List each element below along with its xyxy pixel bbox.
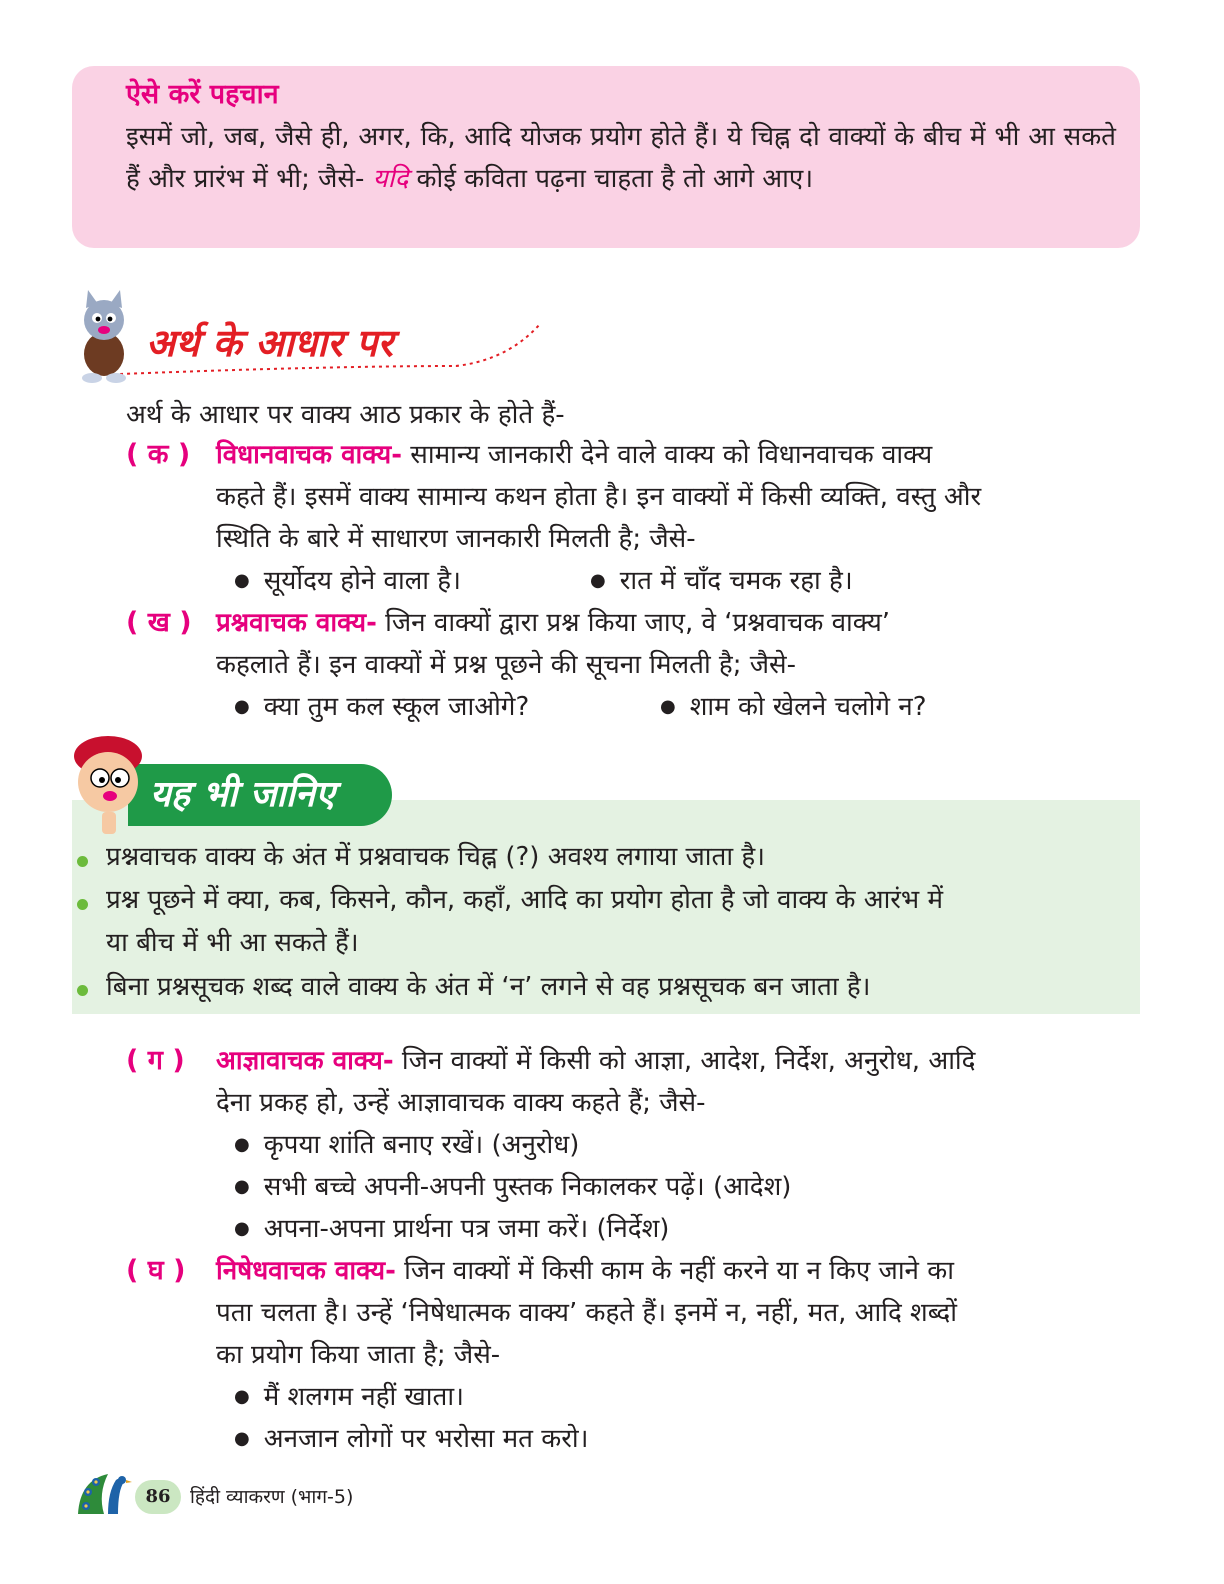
identification-title: ऐसे करें पहचान [126, 79, 279, 110]
item-term: विधानवाचक वाक्य- [216, 440, 403, 470]
item-term: प्रश्नवाचक वाक्य- [216, 608, 377, 638]
peacock-icon [74, 1466, 136, 1522]
item-text: सामान्य जानकारी देने वाले वाक्य को विधानवाचक वाक्य [402, 440, 933, 470]
identification-box [72, 66, 1140, 248]
example-item: ● क्या तुम कल स्कूल जाओगे? [234, 686, 529, 728]
example-item: ● अपना-अपना प्रार्थना पत्र जमा करें। (निर्देश) [234, 1208, 669, 1250]
item-ga-line1 [216, 1040, 1140, 1082]
item-label-ga: ( ग ) [126, 1045, 185, 1076]
item-ka-line2: कहते हैं। इसमें वाक्य सामान्य कथन होता है। इन वाक्यों में किसी व्यक्ति, वस्तु और [216, 482, 982, 512]
item-kha-line1 [216, 602, 1140, 644]
item-ka-line1 [216, 434, 1140, 476]
boy-mascot-icon [66, 730, 150, 838]
example-item: ● अनजान लोगों पर भरोसा मत करो। [234, 1418, 588, 1460]
page-number: 86 [135, 1480, 181, 1514]
identification-text [126, 116, 1116, 200]
example-item: ● सूर्योदय होने वाला है। [234, 560, 461, 602]
example-item: ● कृपया शांति बनाए रखें। (अनुरोध) [234, 1124, 579, 1166]
item-ga-line2: देना प्रकह हो, उन्हें आज्ञावाचक वाक्य कहते हैं; जैसे- [216, 1088, 706, 1118]
identification-text-part: इसमें जो, जब, जैसे ही, अगर, कि, आदि योजक प्रयोग होते हैं। ये चिह्न दो वाक्यों के बीच में भी आ सकते हैं और प्रारंभ में भी; जैसे- [126, 122, 1116, 194]
identification-text-part: कोई कविता पढ़ना चाहता है तो आगे आए। [408, 164, 814, 194]
item-term: आज्ञावाचक वाक्य- [216, 1046, 394, 1076]
example-item: ● रात में चाँद चमक रहा है। [590, 560, 853, 602]
example-item: ● मैं शलगम नहीं खाता। [234, 1376, 464, 1418]
did-you-know-point: बिना प्रश्नसूचक शब्द वाले वाक्य के अंत में ‘न’ लगने से वह प्रश्नसूचक बन जाता है। [106, 972, 871, 1002]
item-kha-line2: कहलाते हैं। इन वाक्यों में प्रश्न पूछने की सूचना मिलती है; जैसे- [216, 650, 797, 680]
item-label-gha: ( घ ) [126, 1255, 186, 1286]
example-item: ● शाम को खेलने चलोगे न? [660, 686, 927, 728]
did-you-know-heading: यह भी जानिए [128, 764, 392, 826]
green-bullet-icon [77, 899, 88, 910]
highlight-word: यदि [372, 164, 409, 194]
item-ka-line3: स्थिति के बारे में साधारण जानकारी मिलती है; जैसे- [216, 524, 696, 554]
item-gha-line2: पता चलता है। उन्हें ‘निषेधात्मक वाक्य’ कहते हैं। इनमें न, नहीं, मत, आदि शब्दों [216, 1298, 957, 1328]
item-term: निषेधवाचक वाक्य- [216, 1256, 396, 1286]
green-bullet-icon [77, 985, 88, 996]
did-you-know-point: प्रश्न पूछने में क्या, कब, किसने, कौन, कहाँ, आदि का प्रयोग होता है जो वाक्य के आरंभ में [106, 885, 944, 915]
item-text: जिन वाक्यों में किसी काम के नहीं करने या न किए जाने का [395, 1256, 954, 1286]
section-heading: अर्थ के आधार पर [146, 321, 393, 365]
item-gha-line1 [216, 1250, 1140, 1292]
item-label-kha: ( ख ) [126, 607, 192, 638]
did-you-know-point-cont: या बीच में भी आ सकते हैं। [106, 928, 359, 958]
book-title: हिंदी व्याकरण (भाग-5) [190, 1486, 354, 1508]
item-label-ka: ( क ) [126, 439, 191, 470]
item-text: जिन वाक्यों द्वारा प्रश्न किया जाए, वे ‘प्रश्नवाचक वाक्य’ [376, 608, 891, 638]
green-bullet-icon [77, 856, 88, 867]
did-you-know-point: प्रश्नवाचक वाक्य के अंत में प्रश्नवाचक चिह्न (?) अवश्य लगाया जाता है। [106, 842, 765, 872]
section-intro: अर्थ के आधार पर वाक्य आठ प्रकार के होते हैं- [126, 400, 565, 430]
item-text: जिन वाक्यों में किसी को आज्ञा, आदेश, निर्देश, अनुरोध, आदि [393, 1046, 976, 1076]
item-gha-line3: का प्रयोग किया जाता है; जैसे- [216, 1340, 501, 1370]
example-item: ● सभी बच्चे अपनी-अपनी पुस्तक निकालकर पढ़ें। (आदेश) [234, 1166, 791, 1208]
